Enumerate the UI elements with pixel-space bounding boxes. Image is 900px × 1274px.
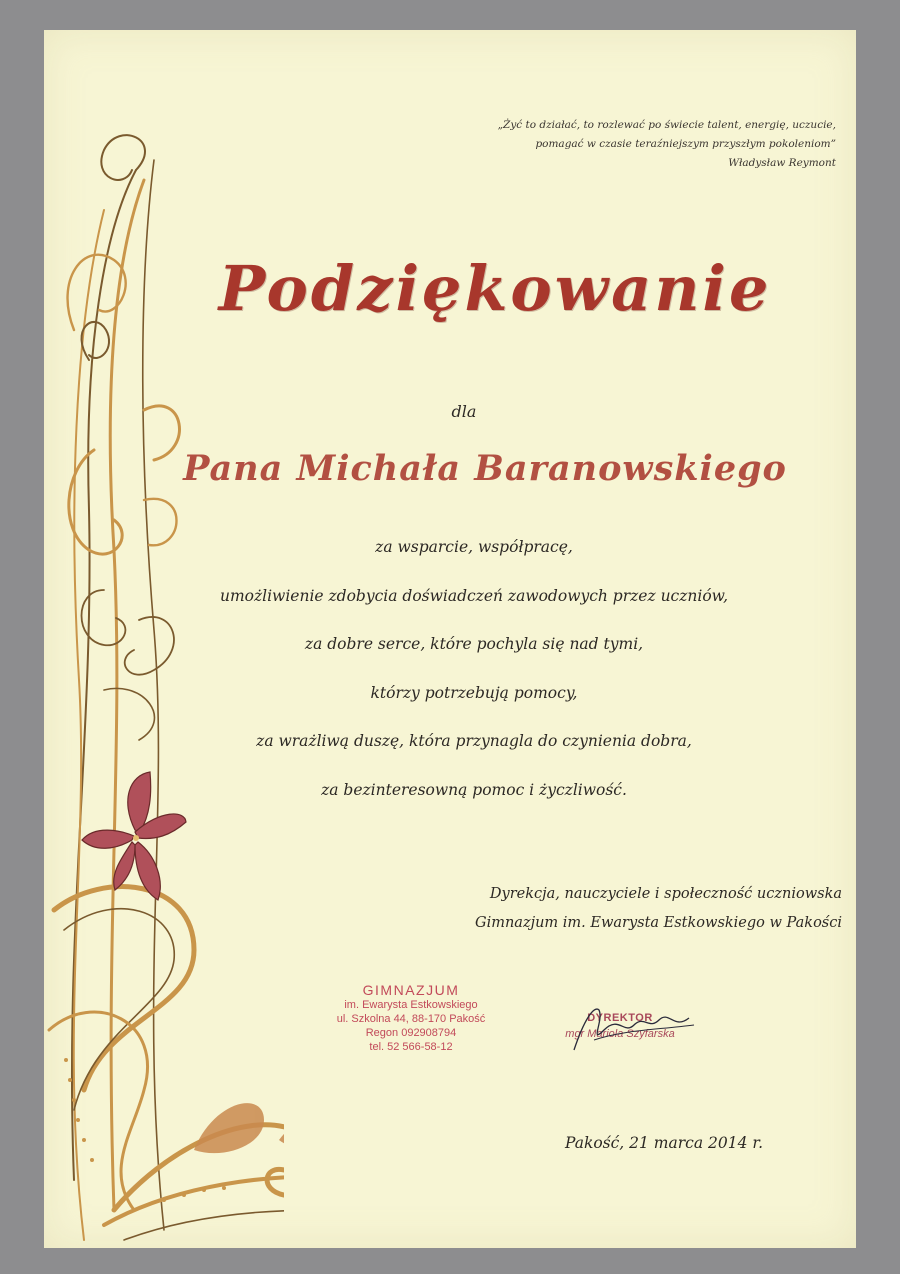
director-name: mgr Mariola Szyfarska	[565, 1028, 675, 1040]
body-text	[164, 532, 784, 823]
body-line: za wrażliwą duszę, która przynagla do czynienia dobra,	[256, 732, 692, 750]
recipient-name: Pana Michała Baranowskiego	[183, 448, 787, 489]
certificate-page	[44, 30, 856, 1248]
epigraph-quote	[416, 116, 836, 173]
for-word: dla	[451, 402, 477, 421]
body-line: którzy potrzebują pomocy,	[370, 683, 578, 702]
certificate-title: Podziękowanie	[218, 252, 772, 325]
signature-scribble-icon	[564, 1000, 704, 1060]
stamp-address: ul. Szkolna 44, 88-170 Pakość	[336, 1013, 486, 1025]
body-line: za wsparcie, współpracę,	[375, 538, 573, 556]
quote-author: Władysław Reymont	[728, 157, 836, 169]
stamp-phone: tel. 52 566-58-12	[369, 1041, 453, 1053]
signers-block	[475, 880, 842, 938]
signers-line-1: Dyrekcja, nauczyciele i społeczność uczniowska	[489, 886, 842, 902]
stamp-school-name: GIMNAZJUM	[362, 982, 460, 998]
stamp-regon: Regon 092908794	[365, 1027, 457, 1039]
body-line: za dobre serce, które pochyla się nad tymi,	[304, 635, 644, 653]
school-stamp	[306, 982, 516, 1054]
quote-line-1: „Żyć to działać, to rozlewać po świecie talent, energię, uczucie,	[497, 119, 836, 131]
place-and-date: Pakość, 21 marca 2014 r.	[564, 1134, 764, 1152]
body-line: za bezinteresowną pomoc i życzliwość.	[321, 780, 627, 799]
signers-line-2: Gimnazjum im. Ewarysta Estkowskiego w Pakości	[474, 915, 842, 931]
quote-line-2: pomagać w czasie teraźniejszym przyszłym pokoleniom”	[535, 138, 836, 150]
stamp-patron: im. Ewarysta Estkowskiego	[344, 999, 478, 1011]
director-role: DYREKTOR	[587, 1012, 653, 1024]
body-line: umożliwienie zdobycia doświadczeń zawodowych przez uczniów,	[219, 586, 729, 605]
